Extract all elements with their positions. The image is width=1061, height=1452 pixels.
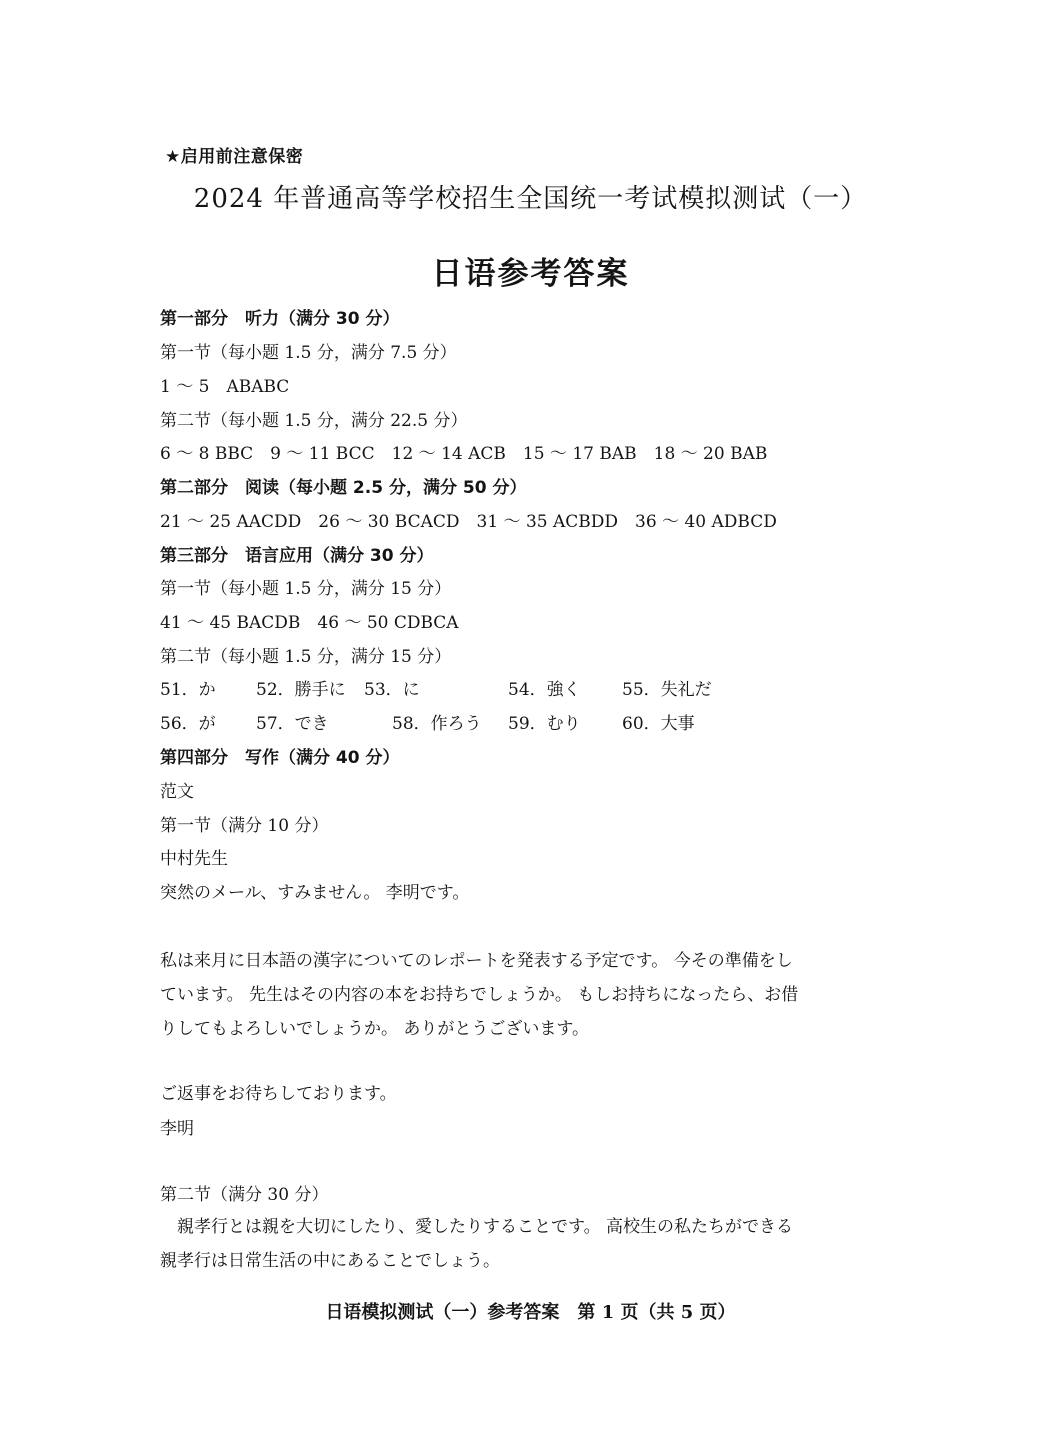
fill-answer-59: 59．むり — [508, 714, 581, 734]
fill-answer-53: 53．に — [364, 680, 420, 700]
page-footer: 日语模拟测试（一）参考答案 第 1 页（共 5 页） — [325, 1302, 736, 1323]
fill-answer-51: 51．か — [160, 680, 216, 700]
part3-heading: 第三部分 语言应用（满分 30 分） — [160, 546, 434, 566]
letter-signature: 李明 — [160, 1119, 194, 1139]
confidential-notice: ★启用前注意保密 — [165, 147, 304, 167]
model-essay-label: 范文 — [160, 782, 194, 802]
exam-title: 2024 年普通高等学校招生全国统一考试模拟测试（一） — [193, 184, 868, 214]
letter-closing: ご返事をお待ちしております。 — [160, 1084, 397, 1104]
part4-section2-heading: 第二节（满分 30 分） — [160, 1185, 329, 1205]
part1-section1-answers: 1 ～ 5 ABABC — [160, 377, 290, 397]
letter-body — [160, 944, 905, 1046]
essay-body — [160, 1210, 905, 1278]
essay-body-line: 親孝行は日常生活の中にあることでしょう。 — [160, 1251, 500, 1271]
fill-answer-55: 55．失礼だ — [622, 680, 712, 700]
part3-section1-heading: 第一节（每小题 1.5 分，满分 15 分） — [160, 579, 452, 599]
fill-answer-56: 56．が — [160, 714, 216, 734]
essay-body-line: 親孝行とは親を大切にしたり、愛したりすることです。 高校生の私たちができる — [160, 1217, 794, 1237]
letter-body-line: ています。 先生はその内容の本をお持ちでしょうか。 もしお持ちになったら、お借 — [160, 985, 799, 1005]
part3-section2-heading: 第二节（每小题 1.5 分，满分 15 分） — [160, 647, 452, 667]
letter-body-line: 私は来月に日本語の漢字についてのレポートを発表する予定です。 今その準備をし — [160, 951, 793, 971]
part1-section1-heading: 第一节（每小题 1.5 分，满分 7.5 分） — [160, 343, 457, 363]
letter-salutation: 中村先生 — [160, 849, 228, 869]
page-title: 日语参考答案 — [431, 256, 630, 292]
fill-answer-58: 58．作ろう — [392, 714, 482, 734]
part2-heading: 第二部分 阅读（每小题 2.5 分，满分 50 分） — [160, 478, 527, 498]
fill-answer-52: 52．勝手に — [256, 680, 346, 700]
part1-section2-heading: 第二节（每小题 1.5 分，满分 22.5 分） — [160, 411, 468, 431]
letter-opening: 突然のメール、すみません。 李明です。 — [160, 883, 470, 903]
part4-section1-heading: 第一节（满分 10 分） — [160, 816, 329, 836]
fill-answer-54: 54．強く — [508, 680, 581, 700]
part1-heading: 第一部分 听力（满分 30 分） — [160, 309, 400, 329]
part1-section2-answers: 6 ～ 8 BBC 9 ～ 11 BCC 12 ～ 14 ACB 15 ～ 17 BAB 18 ～ 20 BAB — [160, 444, 768, 464]
fill-answer-57: 57．でき — [256, 714, 329, 734]
part3-section1-answers: 41 ～ 45 BACDB 46 ～ 50 CDBCA — [160, 613, 459, 633]
part4-heading: 第四部分 写作（满分 40 分） — [160, 748, 400, 768]
fill-answer-60: 60．大事 — [622, 714, 695, 734]
part2-answers: 21 ～ 25 AACDD 26 ～ 30 BCACD 31 ～ 35 ACBDD 36 ～ 40 ADBCD — [160, 512, 777, 532]
letter-body-line: りしてもよろしいでしょうか。 ありがとうございます。 — [160, 1019, 590, 1039]
